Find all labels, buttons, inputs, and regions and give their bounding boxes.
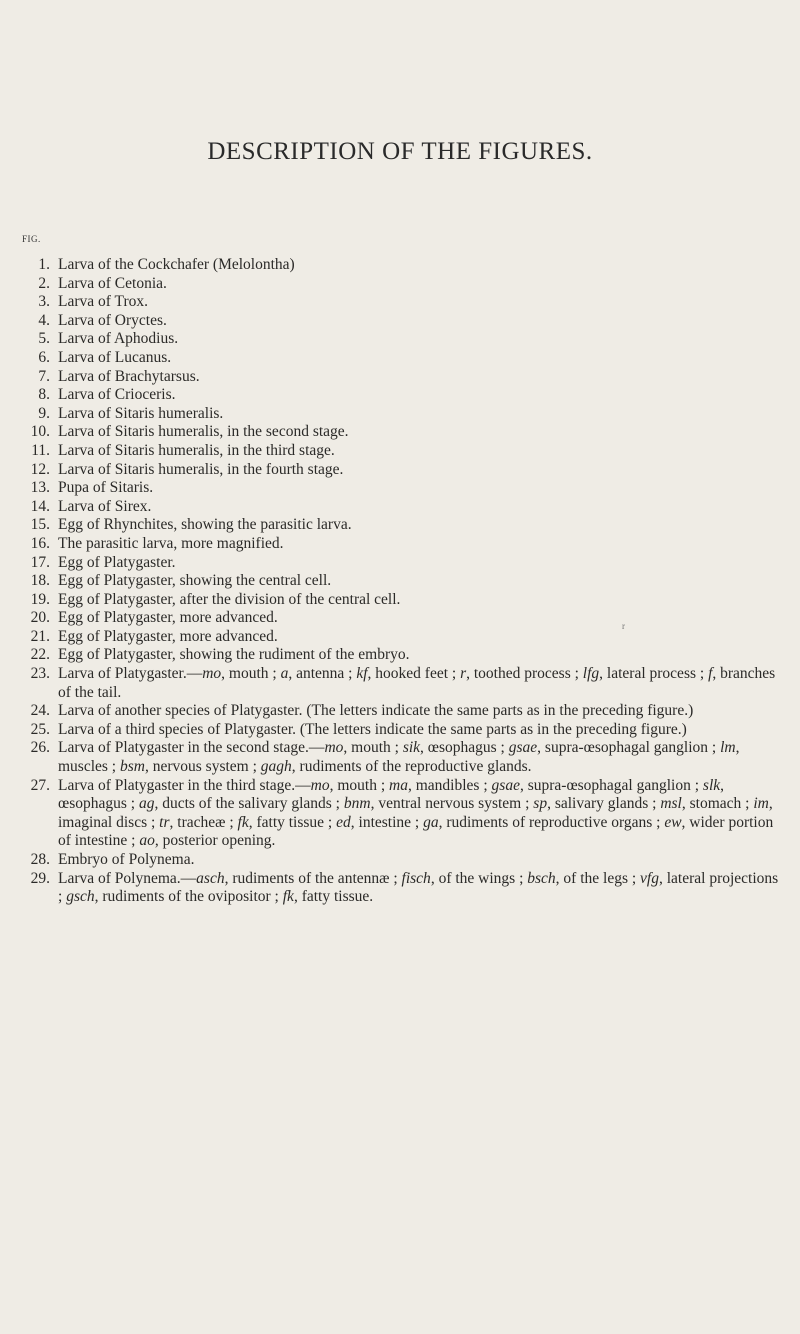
- figure-description: Larva of Trox.: [58, 293, 148, 311]
- figure-description: Larva of Sitaris humeralis, in the second stage.: [58, 423, 349, 441]
- figure-entry: [22, 405, 782, 424]
- figure-entry: [22, 330, 782, 349]
- figure-number: 19.: [30, 590, 50, 608]
- figure-entry: [22, 442, 782, 461]
- figure-description: Larva of Platygaster.—mo, mouth ; a, antenna ; kf, hooked feet ; r, toothed process ; lfg, lateral process ; f, branches of the tail.: [58, 665, 776, 701]
- figure-entry: [22, 461, 782, 480]
- figure-entry: [22, 721, 782, 740]
- figure-description: Embryo of Polynema.: [58, 851, 195, 868]
- figure-number: 15.: [30, 516, 50, 534]
- figure-entry: [22, 665, 782, 702]
- figure-description: The parasitic larva, more magnified.: [58, 534, 284, 552]
- figure-description: Egg of Platygaster, showing the central cell.: [58, 572, 332, 590]
- figure-number: 5.: [38, 330, 50, 348]
- figure-entry: [22, 609, 782, 628]
- figure-entry: [22, 646, 782, 665]
- figure-description: Larva of Platygaster in the second stage.—mo, mouth ; sik, œsophagus ; gsae, supra-œsophagal ganglion ; lm, muscles ; bsm, nervous system ; gagh, rudiments of the reproductive glands.: [58, 739, 740, 776]
- figure-number: 18.: [30, 572, 50, 590]
- figure-description: Larva of Crioceris.: [58, 386, 176, 404]
- figure-description: Egg of Platygaster, more advanced.: [58, 609, 278, 627]
- figure-number: 1.: [38, 256, 50, 273]
- figure-description: Larva of Sitaris humeralis, in the third stage.: [58, 441, 335, 459]
- figure-number: 2.: [38, 274, 50, 292]
- stray-mark: r: [622, 621, 625, 631]
- figure-description: Pupa of Sitaris.: [58, 479, 154, 497]
- figure-entry: [22, 498, 782, 517]
- figure-number: 25.: [30, 720, 50, 738]
- figure-description: Larva of Polynema.—asch, rudiments of the antennæ ; fisch, of the wings ; bsch, of the legs ; vfg, lateral projections ; gsch, rudiments of the ovipositor ; fk, fatty tissue.: [58, 869, 779, 906]
- figure-description: Larva of Sirex.: [58, 497, 152, 515]
- figure-number: 12.: [30, 460, 50, 478]
- figure-number: 17.: [30, 553, 50, 571]
- figure-entry: [22, 870, 782, 907]
- figure-description: Larva of Platygaster in the third stage.—mo, mouth ; ma, mandibles ; gsae, supra-œsophagal ganglion ; slk, œsophagus ; ag, ducts of the salivary glands ; bnm, ventral nervous system ; sp, salivary glands ; msl, stomach ; im, imaginal discs ; tr, tracheæ ; fk, fatty tissue ; ed, intestine ; ga, rudiments of reproductive organs ; ew, wider portion of intestine ; ao, posterior opening.: [58, 776, 774, 850]
- figure-description: Larva of Lucanus.: [58, 348, 172, 366]
- figure-number: 11.: [31, 441, 50, 459]
- figure-description: Egg of Platygaster, after the division of the central cell.: [58, 590, 401, 608]
- figure-number: 29.: [30, 869, 50, 887]
- figure-number: 7.: [38, 367, 50, 385]
- figure-number: 14.: [30, 497, 50, 515]
- figure-entry: [22, 368, 782, 387]
- figure-entry: [22, 739, 782, 776]
- fig-column-label: FIG.: [22, 234, 41, 244]
- figure-number: 26.: [30, 739, 50, 757]
- figure-description: Larva of Sitaris humeralis.: [58, 404, 224, 422]
- figure-number: 10.: [30, 423, 50, 441]
- figure-entry: [22, 256, 782, 275]
- figure-entry: [22, 851, 782, 870]
- figure-description: Larva of another species of Platygaster. (The letters indicate the same parts as in the preceding figure.): [58, 702, 694, 720]
- figure-description: Larva of Brachytarsus.: [58, 367, 200, 385]
- figure-entry: [22, 591, 782, 610]
- figure-description: Larva of Oryctes.: [58, 311, 167, 329]
- figure-number: 23.: [30, 665, 50, 683]
- page-title: DESCRIPTION OF THE FIGURES.: [207, 138, 593, 165]
- figure-description: Egg of Platygaster, more advanced.: [58, 627, 278, 645]
- figure-entry: [22, 423, 782, 442]
- figure-number: 4.: [38, 311, 50, 329]
- figure-entry: [22, 275, 782, 294]
- figure-number: 21.: [30, 627, 50, 645]
- figure-list: [22, 256, 782, 907]
- figure-entry: [22, 312, 782, 331]
- figure-number: 16.: [30, 534, 50, 552]
- figure-number: 8.: [38, 386, 50, 404]
- figure-description: Larva of Cetonia.: [58, 274, 167, 292]
- figure-entry: [22, 535, 782, 554]
- figure-entry: [22, 702, 782, 721]
- figure-entry: [22, 516, 782, 535]
- figure-entry: [22, 554, 782, 573]
- figure-entry: [22, 628, 782, 647]
- figure-entry: [22, 479, 782, 498]
- figure-entry: [22, 293, 782, 312]
- figure-description: Egg of Platygaster, showing the rudiment of the embryo.: [58, 646, 410, 664]
- figure-description: Larva of the Cockchafer (Melolontha): [58, 256, 295, 273]
- figure-entry: [22, 572, 782, 591]
- figure-number: 28.: [30, 851, 50, 868]
- figure-number: 9.: [38, 404, 50, 422]
- figure-description: Larva of Sitaris humeralis, in the fourth stage.: [58, 460, 344, 478]
- figure-description: Larva of Aphodius.: [58, 330, 179, 348]
- figure-number: 22.: [30, 646, 50, 664]
- figure-number: 20.: [30, 609, 50, 627]
- figure-number: 6.: [38, 348, 50, 366]
- figure-entry: [22, 386, 782, 405]
- figure-number: 24.: [30, 702, 50, 720]
- figure-number: 3.: [38, 293, 50, 311]
- figure-entry: [22, 777, 782, 851]
- figure-description: Egg of Rhynchites, showing the parasitic larva.: [58, 516, 352, 534]
- figure-entry: [22, 349, 782, 368]
- figure-description: Larva of a third species of Platygaster. (The letters indicate the same parts as in the preceding figure.): [58, 720, 687, 738]
- figure-description: Egg of Platygaster.: [58, 553, 176, 571]
- figure-number: 27.: [30, 776, 50, 794]
- figure-number: 13.: [30, 479, 50, 497]
